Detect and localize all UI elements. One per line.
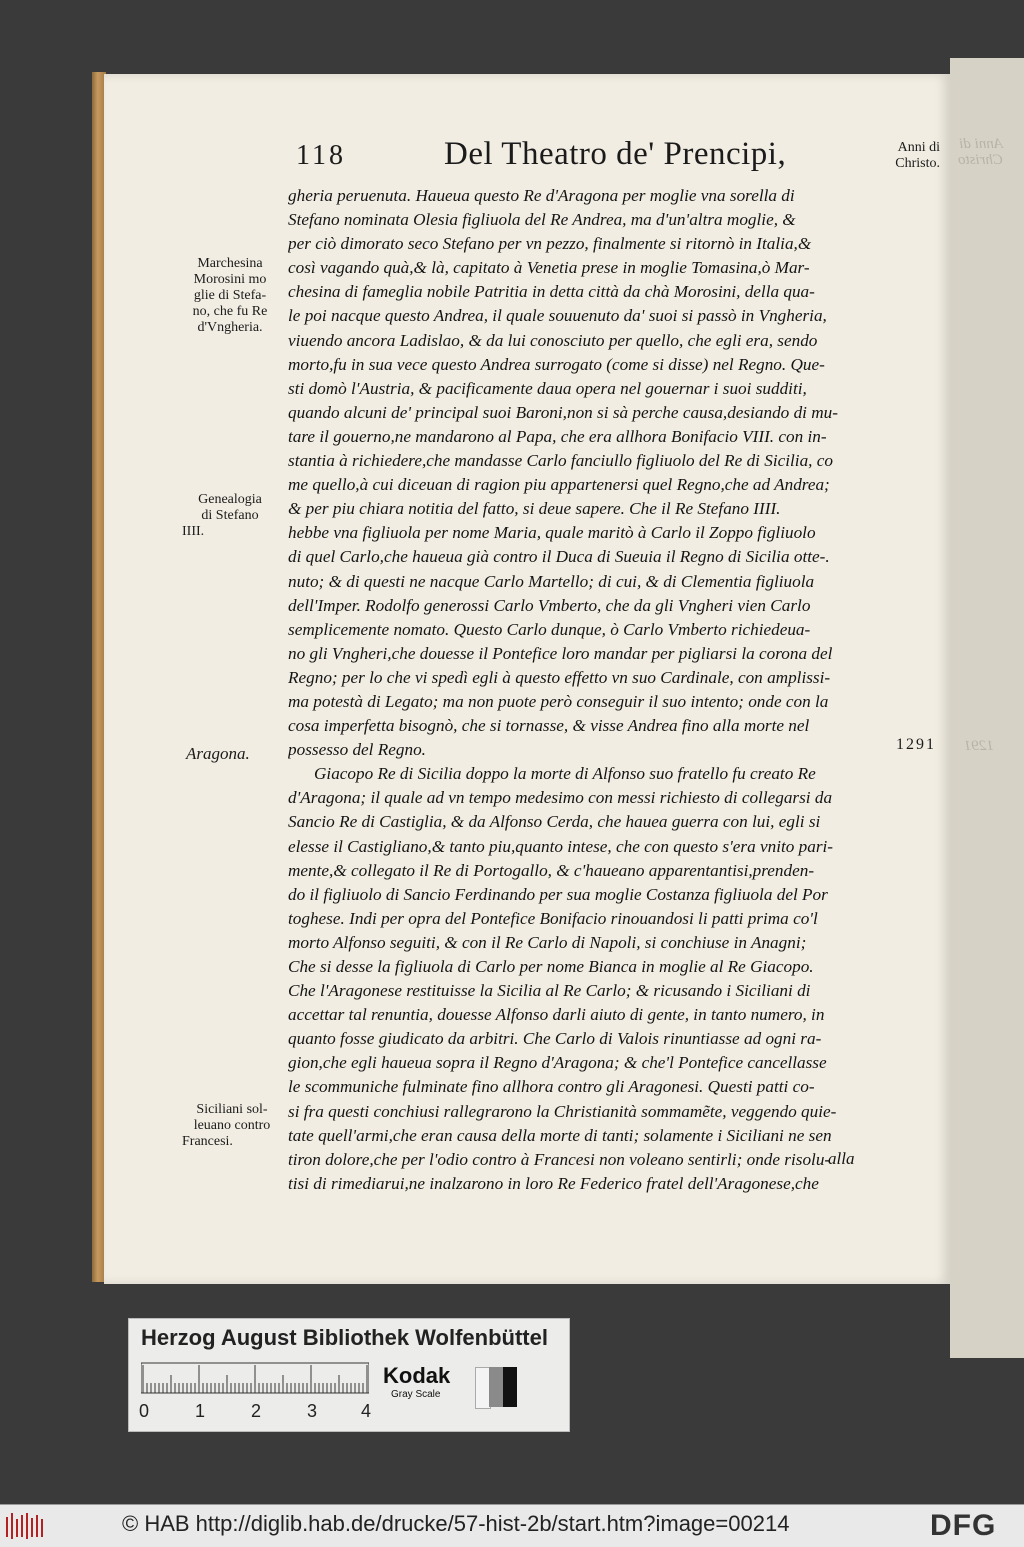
body-line: d'Aragona; il quale ad vn tempo medesimo con messi richiesto di collegarsi da — [288, 788, 833, 808]
body-line: elesse il Castigliano,& tanto piu,quanto intese, che con questo s'era vnito pari- — [288, 836, 834, 856]
page-number: 118 — [296, 140, 346, 171]
body-line: no gli Vngheri,che douesse il Pontefice loro mandar per pigliarsi la corona del — [288, 643, 833, 663]
body-line: sti domò l'Austria, & pacificamente daua opera nel gouernar i suoi sudditi, — [288, 378, 807, 398]
body-line: quando alcuni de' principal suoi Baroni,non si sà perche causa,desiando di mu- — [288, 402, 838, 422]
body-text — [288, 184, 894, 1196]
body-line: Che si desse la figliuola di Carlo per nome Bianca in moglie al Re Giacopo. — [288, 957, 814, 976]
opposite-heading-line: Anni di — [959, 136, 1004, 152]
margin-note-line: no, che fu Re — [192, 304, 268, 319]
body-line: nuto; & di questi ne nacque Carlo Martello; di cui, & di Clementia figliuola — [288, 571, 815, 591]
opposite-page — [950, 58, 1024, 1358]
gray-swatch-mid — [489, 1367, 503, 1407]
body-line: le poi nacque questo Andrea, il quale souuenuto da' suoi si passò in Vngheria, — [288, 306, 827, 326]
body-line: tisi di rimediarui,ne inalzarono in loro Re Federico fratel dell'Aragonese,che — [288, 1173, 819, 1193]
margin-heading — [868, 140, 940, 172]
hab-logo-icon — [6, 1513, 46, 1539]
body-line: dell'Imper. Rodolfo generossi Carlo Vmberto, che da gli Vngheri vien Carlo — [288, 595, 811, 615]
scale-number: 2 — [251, 1401, 262, 1421]
margin-note-line: Siciliani sol- — [196, 1102, 268, 1117]
catchword: alla — [828, 1149, 855, 1168]
body-line: stantia à richiedere,che mandasse Carlo fanciullo figliuolo del Re di Sicilia, co — [288, 451, 833, 471]
scale-number: 3 — [307, 1401, 318, 1421]
scale-ruler — [141, 1359, 369, 1399]
body-line: cosa imperfetta bisognò, che si tornasse, & visse Andrea fino alla morte nel — [288, 716, 810, 736]
gray-scale-label: Gray Scale — [391, 1389, 441, 1400]
body-line: Sancio Re di Castiglia, & da Alfonso Cerda, che hauea guerra con lui, egli si — [288, 812, 821, 832]
body-line: mente,& collegato il Re di Portogallo, & c'haueano apparentantisi,prenden- — [288, 860, 815, 880]
body-line: le scommuniche fulminate fino allhora contro gli Aragonesi. Questi patti co- — [288, 1077, 815, 1097]
body-line: di quel Carlo,che haueua già contro il Duca di Sueuia il Regno di Sicilia otte-. — [288, 547, 830, 567]
footer-bar — [0, 1504, 1024, 1547]
scale-number: 4 — [361, 1401, 372, 1421]
library-name: Herzog August Bibliothek Wolfenbüttel — [141, 1325, 548, 1350]
margin-note-line: di Stefano — [201, 508, 259, 523]
margin-note-aragona: Aragona. — [186, 744, 250, 763]
margin-note-line: Morosini mo — [193, 272, 267, 287]
body-line: chesina di fameglia nobile Patritia in detta città da chà Morosini, della qua- — [288, 282, 815, 302]
margin-note-line: glie di Stefa- — [193, 288, 267, 303]
margin-heading-line: Christo. — [895, 156, 940, 171]
body-line: viuendo ancora Ladislao, & da lui conosciuto per quello, che egli era, sendo — [288, 330, 818, 350]
year-mark: 1291 — [896, 736, 936, 753]
margin-note-line: d'Vngheria. — [197, 320, 263, 335]
body-line: così vagando quà,& là, capitato à Venetia prese in moglie Tomasina,ò Mar- — [288, 258, 810, 278]
opposite-page-heading — [958, 136, 1003, 168]
body-line: hebbe vna figliuola per nome Maria, quale maritò à Carlo il Zoppo figliuolo — [288, 523, 816, 543]
body-line: morto,fu in sua vece questo Andrea surrogato (come si disse) nel Regno. Que- — [288, 354, 825, 374]
body-line: Che l'Aragonese restituisse la Sicilia al Re Carlo; & ricusando i Siciliani di — [288, 981, 811, 1001]
margin-note-siciliani — [182, 1102, 282, 1150]
body-line: morto Alfonso seguiti, & con il Re Carlo di Napoli, si conchiuse in Anagni; — [288, 932, 807, 952]
body-line: tiron dolore,che per l'odio contro à Francesi non voleano sentirli; onde risolu- — [288, 1149, 831, 1169]
body-line: Regno; per lo che vi spedì egli à questo effetto vn suo Cardinale, con amplissi- — [288, 667, 831, 687]
margin-heading-line: Anni di — [897, 140, 940, 155]
opposite-heading-line: Christo — [958, 152, 1004, 168]
gray-swatch-black — [503, 1367, 517, 1407]
opposite-year-mark: 1291 — [964, 738, 994, 754]
running-title: Del Theatro de' Prencipi, — [444, 136, 787, 172]
margin-note-genealogia — [182, 492, 278, 540]
margin-note-line: Francesi. — [182, 1134, 233, 1149]
scale-number: 0 — [139, 1401, 150, 1421]
body-line: tare il gouerno,ne mandarono al Papa, che era allhora Bonifacio VIII. con in- — [288, 426, 827, 446]
body-line: tate quell'armi,che eran causa della morte di tanti; solamente i Siciliani ne sen — [288, 1125, 832, 1145]
body-line: ma potestà di Legato; ma non puote però conseguir il suo intento; onde con la — [288, 691, 829, 711]
margin-note-line: Marchesina — [197, 256, 263, 271]
body-line: Giacopo Re di Sicilia doppo la morte di Alfonso suo fratello fu creato Re — [314, 764, 816, 784]
body-line: quanto fosse giudicato da arbitri. Che Carlo di Valois rinuntiasse ad ogni ra- — [288, 1029, 822, 1049]
dfg-logo: DFG — [930, 1509, 997, 1542]
body-line: gheria peruenuta. Haueua questo Re d'Aragona per moglie vna sorella di — [288, 186, 795, 205]
body-line: gion,che egli haueua sopra il Regno d'Aragona; & che'l Pontefice cancellasse — [288, 1053, 827, 1073]
body-line: Stefano nominata Olesia figliuola del Re Andrea, ma d'un'altra moglie, & — [288, 210, 796, 230]
margin-note-line: Genealogia — [198, 492, 262, 507]
body-line: si fra questi conchiusi rallegrarono la Christianità sommamẽte, veggendo quie- — [288, 1101, 837, 1121]
margin-note-line: leuano contro — [193, 1118, 271, 1133]
body-line: per ciò dimorato seco Stefano per vn pezzo, finalmente si ritornò in Italia,& — [288, 234, 812, 254]
copyright-url[interactable]: © HAB http://diglib.hab.de/drucke/57-hist-2b/start.htm?image=00214 — [122, 1511, 790, 1536]
body-line: do il figliuolo di Sancio Ferdinando per sua moglie Costanza figliuola del Por — [288, 884, 828, 904]
scale-number: 1 — [195, 1401, 206, 1421]
margin-note-marchesina — [178, 256, 282, 336]
color-target — [128, 1318, 570, 1432]
margin-note-line: IIII. — [182, 524, 205, 539]
body-line: accettar tal renuntia, douesse Alfonso darli aiuto di gente, in tanto numero, in — [288, 1005, 825, 1025]
kodak-logo: Kodak — [383, 1363, 451, 1388]
body-line: me quello,à cui diceuan di ragion piu appartenersi quel Regno,che ad Andrea; — [288, 475, 830, 495]
body-line: semplicemente nomato. Questo Carlo dunque, ò Carlo Vmberto richiedeua- — [288, 619, 811, 639]
body-line: possesso del Regno. — [288, 740, 426, 760]
body-line: toghese. Indi per opra del Pontefice Bonifacio rinouandosi li patti prima co'l — [288, 908, 818, 928]
body-line: & per piu chiara notitia del fatto, si deue sapere. Che il Re Stefano IIII. — [288, 499, 781, 519]
